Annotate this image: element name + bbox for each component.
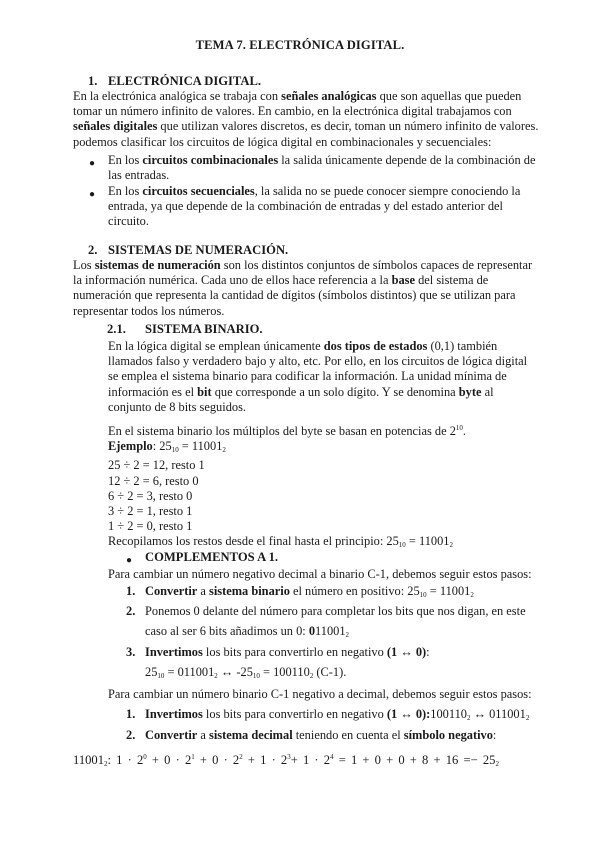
bullet-icon: ● [126, 555, 133, 566]
section-2-1-number: 2.1. [107, 322, 126, 336]
step-b1-text: Invertimos los bits para convertirlo en negativo (1 ↔ $0):100110_2$ ↔ $011001_2$ [145, 707, 530, 722]
section-1-heading: ELECTRÓNICA DIGITAL. [108, 74, 262, 88]
binary-paragraph: En la lógica digital se emplean únicamente dos tipos de estados (0,1) también llamados falso y verdadero bajo y alto, etc. Por ello, en los circuitos de lógica digital se emplea el sistema binario para codificar la información. La unidad mínima de información es el bit que corresponde a un solo dígito. Y se denomina byte al conjunto de 8 bits seguidos. [108, 339, 528, 414]
conversion-formula: $11001_2$: $1 \cdot 2^0 + 0 \cdot 2^1 + 0 \cdot 2^2 + 1 \cdot 2^3+ 1 \cdot 2^4 = 1 + 0 + 0 + 8 + 16 =- 25_2$ [73, 753, 499, 768]
step-b2-number: 2. [126, 728, 136, 742]
bullet-secuenciales: En los circuitos secuenciales, la salida no se puede conocer siempre conociendo la entrada, ya que depende de la combinación de entradas y del estado anterior del circuito. [108, 184, 521, 229]
section-2-1-heading: SISTEMA BINARIO. [145, 322, 263, 336]
complementos-heading: COMPLEMENTOS A 1. [145, 550, 279, 564]
step-b2-text: Convertir a sistema decimal teniendo en cuenta el símbolo negativo: [145, 728, 497, 742]
step-3-result: $25_{10} = 011001_2$ ↔ $-25_{10} = 100110_2$ (C-1). [145, 665, 347, 680]
step-2-number: 2. [126, 604, 136, 618]
binary-example: En el sistema binario los múltiplos del byte se basan en potencias de $2^{10}$. Ejemplo: $25_{10} = 11001_2$ 25 ÷ 2 = 12, resto 1 12 ÷ 2 = 6, resto 0 6 ÷ 2 = 3, resto 0 3 ÷ 2 = 1, resto 1 1 ÷ 2 = 0, resto 1 Recopilamos los restos desde el final hasta el principio: $25_{10} = 11001_2$ [108, 424, 467, 550]
bullet-combinacionales: En los circuitos combinacionales la salida únicamente depende de la combinación de las entradas. [108, 153, 536, 183]
step-b1-number: 1. [126, 707, 136, 721]
step-3-text: Invertimos los bits para convertirlo en negativo (1 ↔ 0): [145, 645, 430, 659]
section-2-paragraph: Los sistemas de numeración son los distintos conjuntos de símbolos capaces de representar la información numérica. Cada uno de ellos hace referencia a la base del sistema de numeración que representa la cantidad de dígitos (símbolos distintos) que se utilizan para representar todos los números. [73, 258, 533, 318]
complementos-intro-2: Para cambiar un número binario C-1 negativo a decimal, debemos seguir estos pasos: [108, 687, 532, 701]
bullet-icon: ● [89, 158, 96, 169]
step-2-text: Ponemos 0 delante del número para completar los bits que nos digan, en este [145, 604, 526, 618]
step-3-number: 3. [126, 645, 136, 659]
page-title: TEMA 7. ELECTRÓNICA DIGITAL. [195, 38, 405, 52]
step-2-text-cont: caso al ser 6 bits añadimos un 0: $011001_2$ [145, 624, 350, 639]
bullet-icon: ● [89, 189, 96, 200]
step-1-text: Convertir a sistema binario el número en positivo: $25_{10} = 11001_2$ [145, 584, 474, 599]
step-1-number: 1. [126, 584, 136, 598]
section-2-number: 2. [88, 243, 98, 257]
complementos-intro-1: Para cambiar un número negativo decimal a binario C-1, debemos seguir estos pasos: [108, 567, 532, 581]
section-1-number: 1. [88, 74, 98, 88]
section-2-heading: SISTEMAS DE NUMERACIÓN. [108, 243, 289, 257]
section-1-paragraph: En la electrónica analógica se trabaja con señales analógicas que son aquellas que pueden tomar un número infinito de valores. En cambio, en la electrónica digital trabajamos con señales digitales que utilizan valores discretos, es decir, toman un número infinito de valores. podemos clasificar los circuitos de lógica digital en combinacionales y secuenciales: [73, 89, 539, 149]
